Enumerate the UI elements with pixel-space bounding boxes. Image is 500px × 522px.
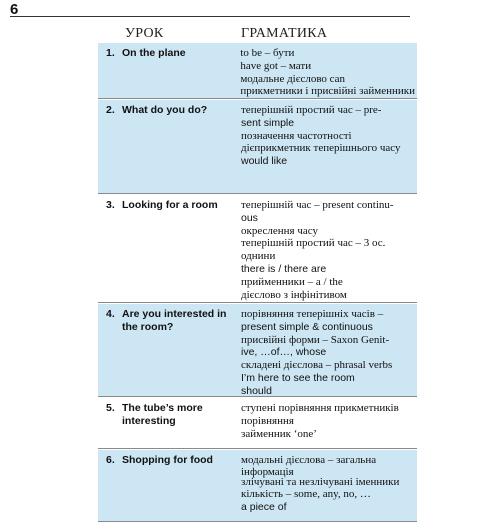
grammar-item: складені дієслова – phrasal verbs xyxy=(241,359,393,372)
grammar-item: порівняння xyxy=(241,414,294,427)
grammar-item: теперішній простий час – pre- xyxy=(241,104,382,116)
table-row xyxy=(98,304,417,397)
grammar-item: ous xyxy=(241,211,258,224)
lesson-title: Looking for a room xyxy=(122,199,218,211)
lesson-cell xyxy=(98,100,241,193)
top-rule xyxy=(10,16,410,17)
header-grammar: ГРАМАТИКА xyxy=(241,26,328,41)
page-number: 6 xyxy=(10,1,19,18)
grammar-item: present simple & continuous xyxy=(241,320,373,333)
header-lesson: УРОК xyxy=(125,26,164,41)
grammar-item: to be – бути xyxy=(240,47,295,59)
grammar-item: прикметники і присвійні займенники xyxy=(240,85,415,98)
grammar-item: інформація xyxy=(241,465,294,478)
grammar-item: модальне дієслово can xyxy=(240,72,345,85)
grammar-item: окреслення часу xyxy=(241,224,318,237)
table-row xyxy=(98,195,417,303)
lesson-number: 5. xyxy=(106,402,115,414)
grammar-item: should xyxy=(241,384,272,397)
lesson-title: Shopping for food xyxy=(122,454,213,466)
grammar-item: would like xyxy=(241,155,288,168)
grammar-item: модальні дієслова – загальна xyxy=(241,454,377,466)
lesson-number: 2. xyxy=(106,104,115,116)
table-header xyxy=(98,24,417,42)
grammar-item: sent simple xyxy=(241,116,295,129)
grammar-item: прийменники – a / the xyxy=(241,275,343,288)
grammar-item: ступені порівняння прикметників xyxy=(241,402,399,414)
grammar-item: займенник ‘one’ xyxy=(241,427,317,440)
lesson-title: On the plane xyxy=(122,47,186,59)
lesson-title: The tube’s more interesting xyxy=(122,402,203,427)
grammar-item: теперішній простий час – 3 ос. xyxy=(241,237,386,250)
grammar-cell xyxy=(241,398,417,448)
table-row xyxy=(98,398,417,449)
grammar-item: I’m here to see the room xyxy=(241,371,355,384)
grammar-item: дієслово з інфінітивом xyxy=(241,288,347,301)
lesson-number: 1. xyxy=(106,47,115,59)
grammar-item: позначення частотності xyxy=(241,129,352,142)
lesson-table xyxy=(98,24,417,513)
grammar-cell xyxy=(240,43,417,98)
lesson-title: What do you do? xyxy=(122,104,208,116)
grammar-cell xyxy=(241,304,417,396)
grammar-item: порівняння теперішніх часів – xyxy=(241,308,384,320)
lesson-number: 3. xyxy=(106,199,115,211)
table-row xyxy=(98,450,417,522)
lesson-cell xyxy=(98,304,241,396)
lesson-cell xyxy=(98,43,240,98)
grammar-cell xyxy=(241,100,417,193)
grammar-item: a piece of xyxy=(241,500,287,513)
lesson-number: 4. xyxy=(106,308,115,320)
table-row xyxy=(98,100,417,194)
lesson-cell xyxy=(98,398,241,448)
lesson-cell xyxy=(98,450,241,521)
table-row xyxy=(98,43,417,99)
grammar-item: теперішній час – present continu- xyxy=(241,199,394,211)
grammar-item: злічувані та незлічувані іменники xyxy=(241,476,400,489)
grammar-item: кількість – some, any, no, … xyxy=(241,487,371,500)
grammar-item: there is / there are xyxy=(241,262,327,275)
grammar-item: ive, …of…, whose xyxy=(241,346,327,359)
lesson-cell xyxy=(98,195,241,302)
grammar-cell xyxy=(241,195,417,302)
grammar-cell xyxy=(241,450,417,521)
grammar-item: дієприкметник теперішнього часу xyxy=(241,142,401,155)
lesson-title: Are you interested in the room? xyxy=(122,308,227,333)
lesson-number: 6. xyxy=(106,454,115,466)
grammar-item: присвійні форми – Saxon Genit- xyxy=(241,333,390,346)
grammar-item: have got – мати xyxy=(240,59,312,72)
grammar-item: однини xyxy=(241,250,276,263)
